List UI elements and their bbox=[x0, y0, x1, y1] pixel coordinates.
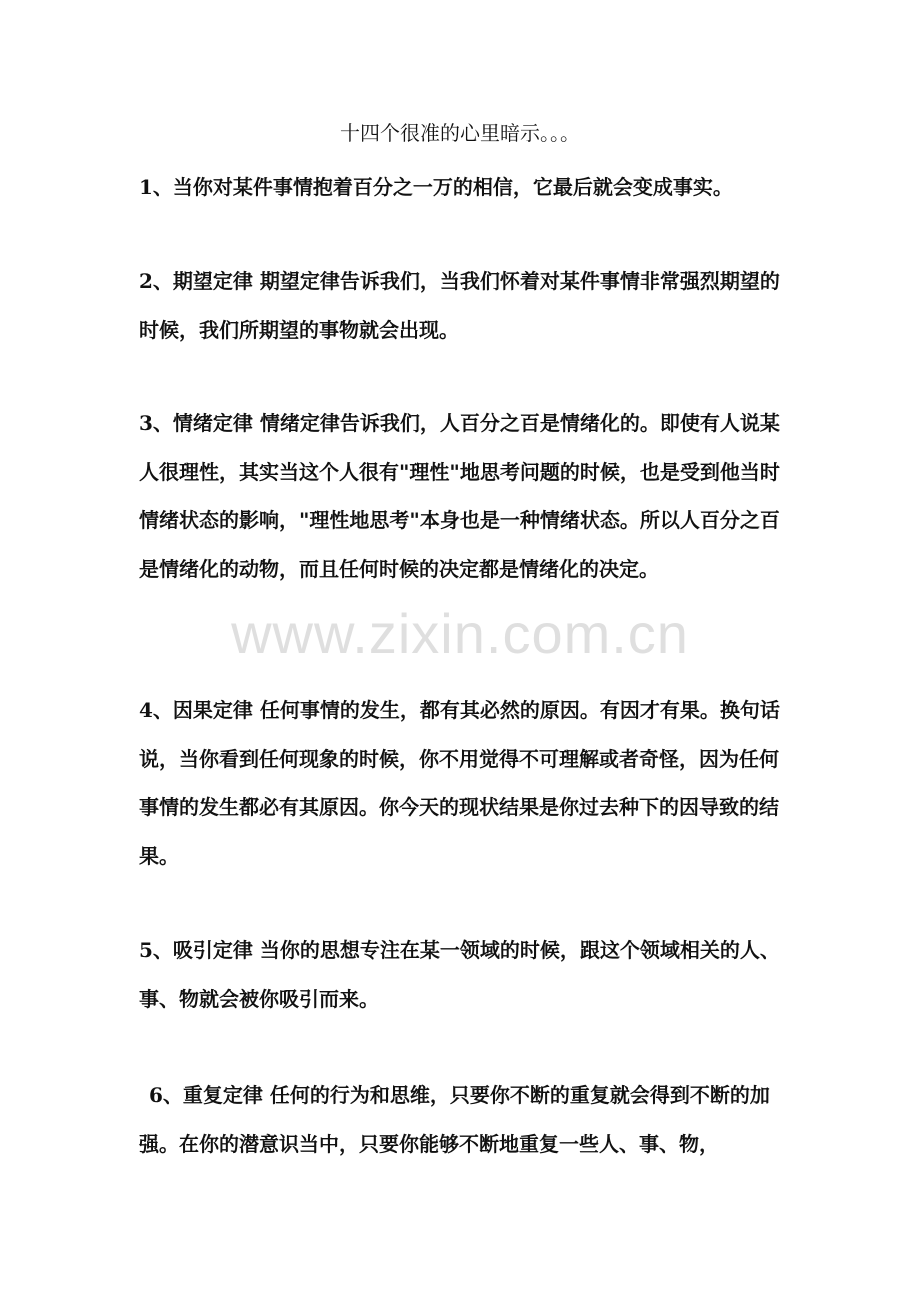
paragraph-3: 3、情绪定律 情绪定律告诉我们，人百分之百是情绪化的。即使有人说某人很理性，其实当这个人很有"理性"地思考问题的时候，也是受到他当时情绪状态的影响，"理性地思考"本身也是一种情绪状态。所以人百分之百是情绪化的动物，而且任何时候的决定都是情绪化的决定。 bbox=[139, 411, 780, 581]
paragraph-2: 2、期望定律 期望定律告诉我们，当我们怀着对某件事情非常强烈期望的时候，我们所期望的事物就会出现。 bbox=[139, 269, 780, 342]
paragraph-6: 6、重复定律 任何的行为和思维，只要你不断的重复就会得到不断的加强。在你的潜意识当中，只要你能够不断地重复一些人、事、物， bbox=[139, 1083, 770, 1156]
paragraph-1: 1、当你对某件事情抱着百分之一万的相信，它最后就会变成事实。 bbox=[139, 175, 733, 199]
paragraph-4: 4、因果定律 任何事情的发生，都有其必然的原因。有因才有果。换句话说，当你看到任何现象的时候，你不用觉得不可理解或者奇怪，因为任何事情的发生都必有其原因。你今天的现状结果是你过去种下的因导致的结果。 bbox=[139, 698, 780, 868]
watermark: www.zixin.com.cn bbox=[231, 602, 689, 665]
paragraph-5: 5、吸引定律 当你的思想专注在某一领域的时候，跟这个领域相关的人、事、物就会被你吸引而来。 bbox=[139, 938, 780, 1011]
document-title: 十四个很准的心里暗示。。。 bbox=[340, 121, 580, 145]
